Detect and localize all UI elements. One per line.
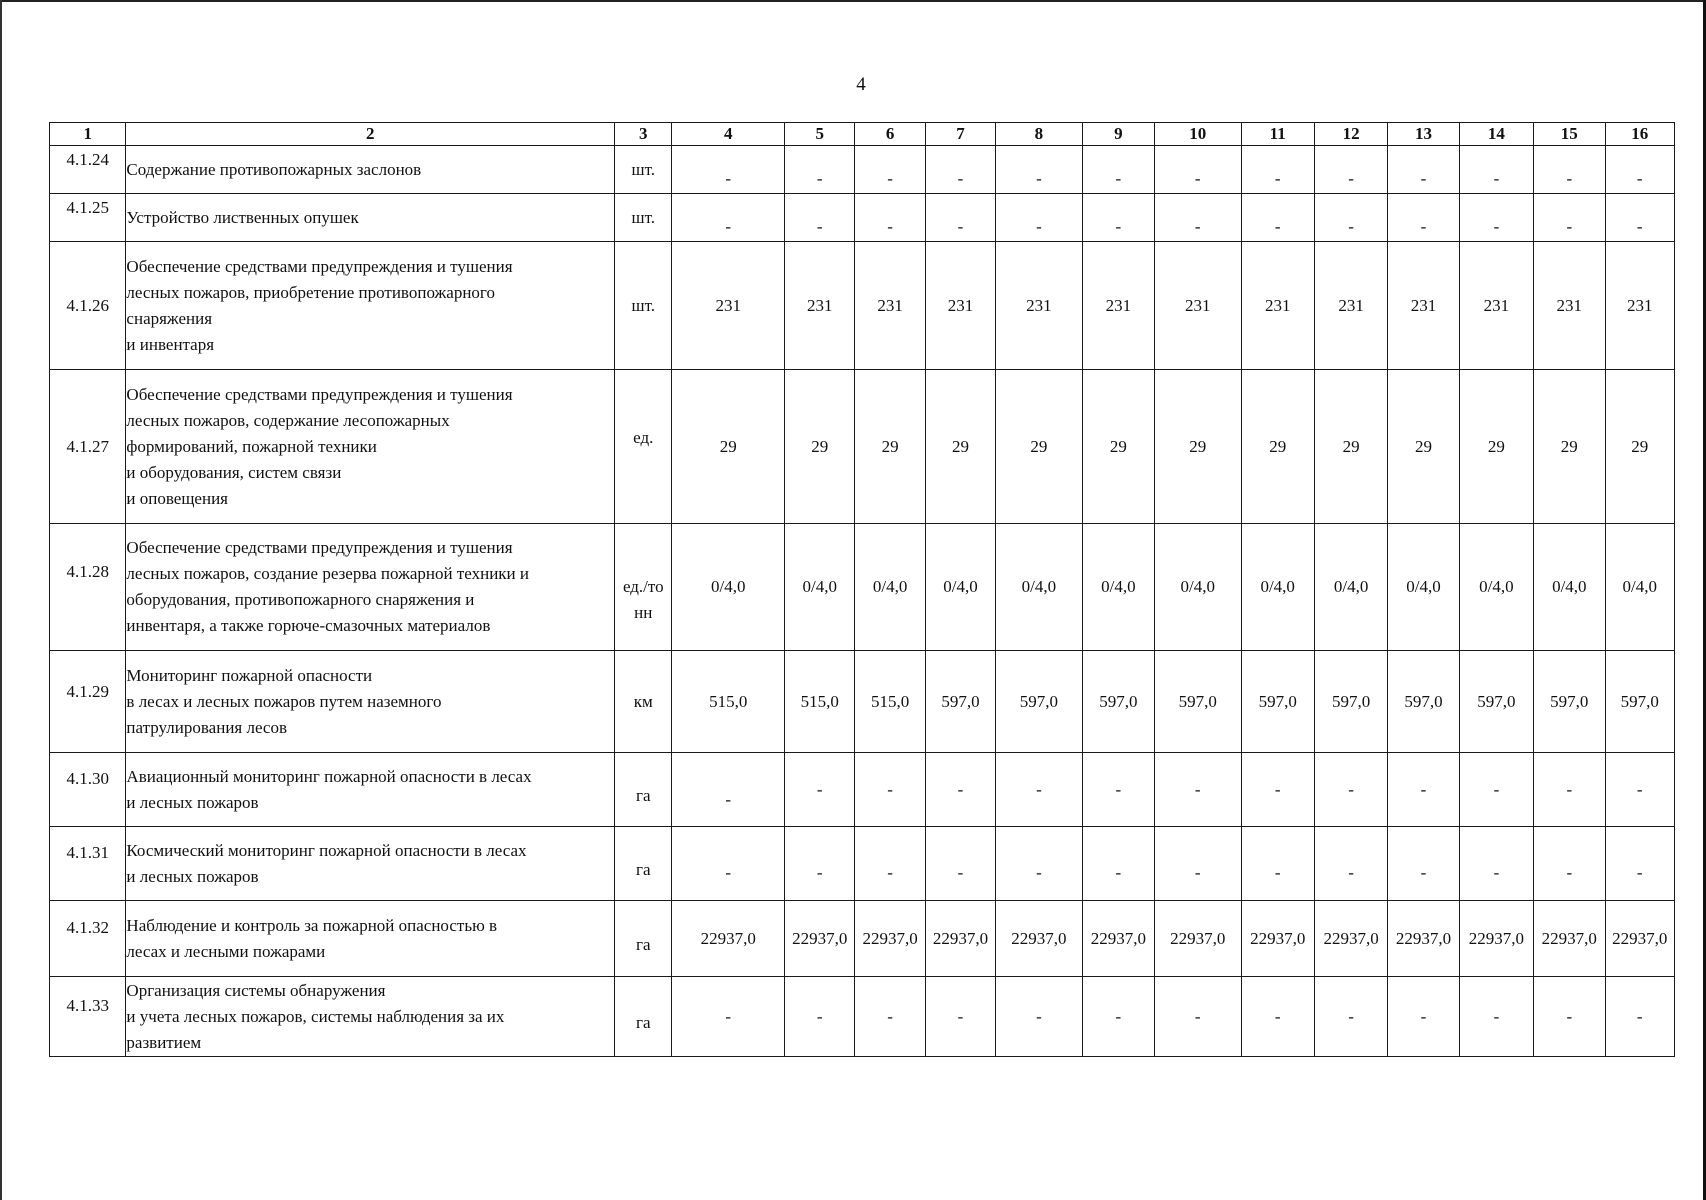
row-name-line: Обеспечение средствами предупреждения и тушения	[126, 256, 513, 276]
value-cell: -	[1534, 146, 1605, 194]
value-cell: 597,0	[1534, 651, 1605, 753]
row-name-line: и лесных пожаров	[126, 792, 259, 812]
row-code: 4.1.26	[50, 242, 126, 370]
value-cell: -	[1388, 194, 1459, 242]
row-unit: шт.	[615, 242, 672, 370]
value-cell: -	[785, 977, 855, 1057]
value-cell: 597,0	[1082, 651, 1154, 753]
row-name	[126, 753, 615, 827]
value-cell: 231	[996, 242, 1082, 370]
value-cell: -	[785, 194, 855, 242]
value-cell: -	[1314, 146, 1387, 194]
value-cell: 29	[1082, 370, 1154, 524]
value-cell: -	[1605, 827, 1675, 901]
value-cell: 231	[1314, 242, 1387, 370]
table-row	[50, 901, 1675, 977]
table-row	[50, 370, 1675, 524]
value-cell: 22937,0	[1459, 901, 1533, 977]
value-cell: -	[855, 194, 925, 242]
row-code: 4.1.32	[50, 901, 126, 977]
value-cell: -	[1388, 146, 1459, 194]
value-cell: 0/4,0	[785, 524, 855, 651]
row-name	[126, 146, 615, 194]
value-cell: 0/4,0	[1534, 524, 1605, 651]
row-name-line: лесных пожаров, содержание лесопожарных	[126, 410, 450, 430]
value-cell: 597,0	[1459, 651, 1533, 753]
row-name-line: инвентаря, а также горюче-смазочных материалов	[126, 616, 491, 635]
value-cell: -	[672, 753, 785, 827]
row-name-line: лесных пожаров, создание резерва пожарной техники и	[126, 564, 529, 583]
table-row	[50, 242, 1675, 370]
row-name	[126, 827, 615, 901]
value-cell: -	[1459, 827, 1533, 901]
value-cell: 515,0	[672, 651, 785, 753]
value-cell: -	[672, 977, 785, 1057]
value-cell: 22937,0	[785, 901, 855, 977]
value-cell: -	[996, 194, 1082, 242]
table-row	[50, 651, 1675, 753]
row-name	[126, 370, 615, 524]
value-cell: -	[1605, 146, 1675, 194]
value-cell: 231	[1241, 242, 1314, 370]
column-number: 12	[1314, 123, 1387, 146]
value-cell: -	[785, 753, 855, 827]
forest-fire-measures-table	[49, 122, 1675, 1057]
column-number: 10	[1155, 123, 1241, 146]
value-cell: 22937,0	[1155, 901, 1241, 977]
value-cell: -	[1314, 194, 1387, 242]
row-name-line: и инвентаря	[126, 334, 215, 354]
value-cell: -	[1241, 146, 1314, 194]
value-cell: 231	[855, 242, 925, 370]
value-cell: -	[672, 827, 785, 901]
column-number: 3	[615, 123, 672, 146]
value-cell: 597,0	[1241, 651, 1314, 753]
value-cell: -	[925, 194, 995, 242]
column-number: 8	[996, 123, 1082, 146]
value-cell: 231	[672, 242, 785, 370]
column-number: 7	[925, 123, 995, 146]
value-cell: -	[1241, 194, 1314, 242]
value-cell: 0/4,0	[925, 524, 995, 651]
value-cell: 597,0	[1605, 651, 1675, 753]
row-name-line: в лесах и лесных пожаров путем наземного	[126, 691, 442, 711]
value-cell: 0/4,0	[1605, 524, 1675, 651]
value-cell: 29	[1388, 370, 1459, 524]
row-name	[126, 242, 615, 370]
value-cell: 231	[925, 242, 995, 370]
value-cell: -	[1155, 194, 1241, 242]
row-name	[126, 977, 615, 1057]
value-cell: -	[1314, 827, 1387, 901]
row-unit-line: нн	[634, 603, 653, 622]
value-cell: 29	[996, 370, 1082, 524]
row-name-line: и лесных пожаров	[126, 866, 259, 886]
row-unit: га	[615, 753, 672, 827]
row-name-line: Устройство лиственных опушек	[126, 207, 359, 227]
value-cell: 0/4,0	[1314, 524, 1387, 651]
page-number: 4	[856, 74, 866, 95]
value-cell: -	[1155, 827, 1241, 901]
row-name-line: Содержание противопожарных заслонов	[126, 159, 422, 179]
row-code: 4.1.31	[50, 827, 126, 901]
row-name-line: оборудования, противопожарного снаряжения и	[126, 590, 475, 609]
value-cell: 597,0	[996, 651, 1082, 753]
scan-border-left	[0, 0, 2, 1200]
value-cell: -	[1459, 194, 1533, 242]
row-name-line: и учета лесных пожаров, системы наблюдения за их	[126, 1006, 505, 1026]
value-cell: -	[1155, 753, 1241, 827]
value-cell: 29	[1534, 370, 1605, 524]
row-unit-line: ед./то	[622, 577, 664, 596]
table-row	[50, 977, 1675, 1057]
row-name-line: и оповещения	[126, 488, 228, 508]
value-cell: -	[1082, 753, 1154, 827]
row-code: 4.1.33	[50, 977, 126, 1057]
value-cell: -	[1388, 753, 1459, 827]
row-unit: га	[615, 977, 672, 1057]
value-cell: -	[785, 827, 855, 901]
row-name	[126, 524, 615, 651]
value-cell: -	[1155, 977, 1241, 1057]
table-row	[50, 524, 1675, 651]
value-cell: -	[996, 753, 1082, 827]
value-cell: -	[1082, 146, 1154, 194]
column-number-row	[50, 123, 1675, 146]
row-name	[126, 901, 615, 977]
value-cell: 22937,0	[855, 901, 925, 977]
value-cell: -	[1388, 977, 1459, 1057]
value-cell: -	[855, 827, 925, 901]
value-cell: 597,0	[1388, 651, 1459, 753]
value-cell: -	[855, 753, 925, 827]
row-code: 4.1.24	[50, 146, 126, 194]
scan-border-top	[0, 0, 1706, 2]
value-cell: 231	[1459, 242, 1533, 370]
value-cell: -	[672, 146, 785, 194]
table-row	[50, 753, 1675, 827]
column-number: 16	[1605, 123, 1675, 146]
value-cell: 515,0	[855, 651, 925, 753]
row-name-line: Обеспечение средствами предупреждения и тушения	[126, 384, 513, 404]
value-cell: -	[1534, 753, 1605, 827]
row-unit: га	[615, 901, 672, 977]
value-cell: -	[1534, 827, 1605, 901]
value-cell: 231	[1155, 242, 1241, 370]
value-cell: -	[855, 146, 925, 194]
value-cell: -	[996, 977, 1082, 1057]
value-cell: 22937,0	[925, 901, 995, 977]
value-cell: 0/4,0	[996, 524, 1082, 651]
value-cell: -	[925, 827, 995, 901]
column-number: 2	[126, 123, 615, 146]
value-cell: 22937,0	[1605, 901, 1675, 977]
value-cell: -	[1082, 827, 1154, 901]
row-code: 4.1.28	[50, 524, 126, 651]
value-cell: -	[1605, 753, 1675, 827]
value-cell: 515,0	[785, 651, 855, 753]
value-cell: 597,0	[925, 651, 995, 753]
row-name	[126, 651, 615, 753]
value-cell: -	[1082, 194, 1154, 242]
column-number: 13	[1388, 123, 1459, 146]
value-cell: 29	[1605, 370, 1675, 524]
column-number: 15	[1534, 123, 1605, 146]
row-name-line: и оборудования, систем связи	[126, 462, 342, 482]
value-cell: 0/4,0	[1388, 524, 1459, 651]
value-cell: -	[925, 146, 995, 194]
value-cell: -	[925, 977, 995, 1057]
column-number: 5	[785, 123, 855, 146]
value-cell: -	[1241, 753, 1314, 827]
column-number: 1	[50, 123, 126, 146]
row-name-line: лесах и лесными пожарами	[126, 941, 326, 961]
value-cell: 29	[925, 370, 995, 524]
column-number: 6	[855, 123, 925, 146]
row-name-line: патрулирования лесов	[126, 717, 288, 737]
value-cell: -	[785, 146, 855, 194]
value-cell: -	[1534, 194, 1605, 242]
value-cell: -	[996, 146, 1082, 194]
row-name	[126, 194, 615, 242]
row-name-line: лесных пожаров, приобретение противопожарного	[126, 282, 495, 302]
row-name-line: формирований, пожарной техники	[126, 436, 377, 456]
value-cell: 22937,0	[1314, 901, 1387, 977]
value-cell: -	[996, 827, 1082, 901]
value-cell: -	[1388, 827, 1459, 901]
table-row	[50, 146, 1675, 194]
value-cell: 0/4,0	[672, 524, 785, 651]
row-code: 4.1.30	[50, 753, 126, 827]
row-unit	[615, 524, 672, 651]
value-cell: 29	[785, 370, 855, 524]
row-code: 4.1.25	[50, 194, 126, 242]
value-cell: 29	[855, 370, 925, 524]
value-cell: 597,0	[1155, 651, 1241, 753]
row-code: 4.1.27	[50, 370, 126, 524]
row-name-line: Авиационный мониторинг пожарной опасности в лесах	[126, 766, 532, 786]
value-cell: 0/4,0	[1241, 524, 1314, 651]
value-cell: -	[1459, 977, 1533, 1057]
row-unit: шт.	[615, 194, 672, 242]
value-cell: 22937,0	[1534, 901, 1605, 977]
value-cell: 597,0	[1314, 651, 1387, 753]
value-cell: 22937,0	[1388, 901, 1459, 977]
value-cell: -	[1155, 146, 1241, 194]
column-number: 14	[1459, 123, 1533, 146]
value-cell: 29	[1459, 370, 1533, 524]
column-number: 4	[672, 123, 785, 146]
table-row	[50, 827, 1675, 901]
row-name-line: развитием	[126, 1032, 202, 1052]
value-cell: 29	[1314, 370, 1387, 524]
value-cell: -	[1314, 753, 1387, 827]
row-unit: ед.	[615, 370, 672, 524]
value-cell: -	[1241, 977, 1314, 1057]
column-number: 9	[1082, 123, 1154, 146]
value-cell: 231	[1388, 242, 1459, 370]
column-number: 11	[1241, 123, 1314, 146]
value-cell: 0/4,0	[855, 524, 925, 651]
value-cell: -	[1082, 977, 1154, 1057]
row-unit: км	[615, 651, 672, 753]
value-cell: 0/4,0	[1082, 524, 1154, 651]
row-name-line: Организация системы обнаружения	[126, 980, 386, 1000]
row-name-line: Наблюдение и контроль за пожарной опасностью в	[126, 915, 498, 935]
value-cell: 22937,0	[1082, 901, 1154, 977]
value-cell: -	[1241, 827, 1314, 901]
row-name-line: Мониторинг пожарной опасности	[126, 665, 373, 685]
table-row	[50, 194, 1675, 242]
row-name-line: снаряжения	[126, 308, 213, 328]
value-cell: 0/4,0	[1155, 524, 1241, 651]
value-cell: -	[1605, 977, 1675, 1057]
value-cell: 0/4,0	[1459, 524, 1533, 651]
row-code: 4.1.29	[50, 651, 126, 753]
value-cell: 29	[1241, 370, 1314, 524]
row-name-line: Космический мониторинг пожарной опасности в лесах	[126, 840, 527, 860]
row-unit: шт.	[615, 146, 672, 194]
value-cell: 22937,0	[672, 901, 785, 977]
value-cell: -	[925, 753, 995, 827]
value-cell: 22937,0	[1241, 901, 1314, 977]
value-cell: 231	[1082, 242, 1154, 370]
value-cell: 231	[1534, 242, 1605, 370]
row-unit: га	[615, 827, 672, 901]
value-cell: 22937,0	[996, 901, 1082, 977]
row-name-line: Обеспечение средствами предупреждения и тушения	[126, 538, 513, 557]
value-cell: -	[855, 977, 925, 1057]
value-cell: 231	[1605, 242, 1675, 370]
value-cell: -	[1459, 753, 1533, 827]
value-cell: -	[1605, 194, 1675, 242]
value-cell: -	[1459, 146, 1533, 194]
value-cell: 231	[785, 242, 855, 370]
value-cell: 29	[1155, 370, 1241, 524]
value-cell: 29	[672, 370, 785, 524]
value-cell: -	[1534, 977, 1605, 1057]
value-cell: -	[672, 194, 785, 242]
value-cell: -	[1314, 977, 1387, 1057]
